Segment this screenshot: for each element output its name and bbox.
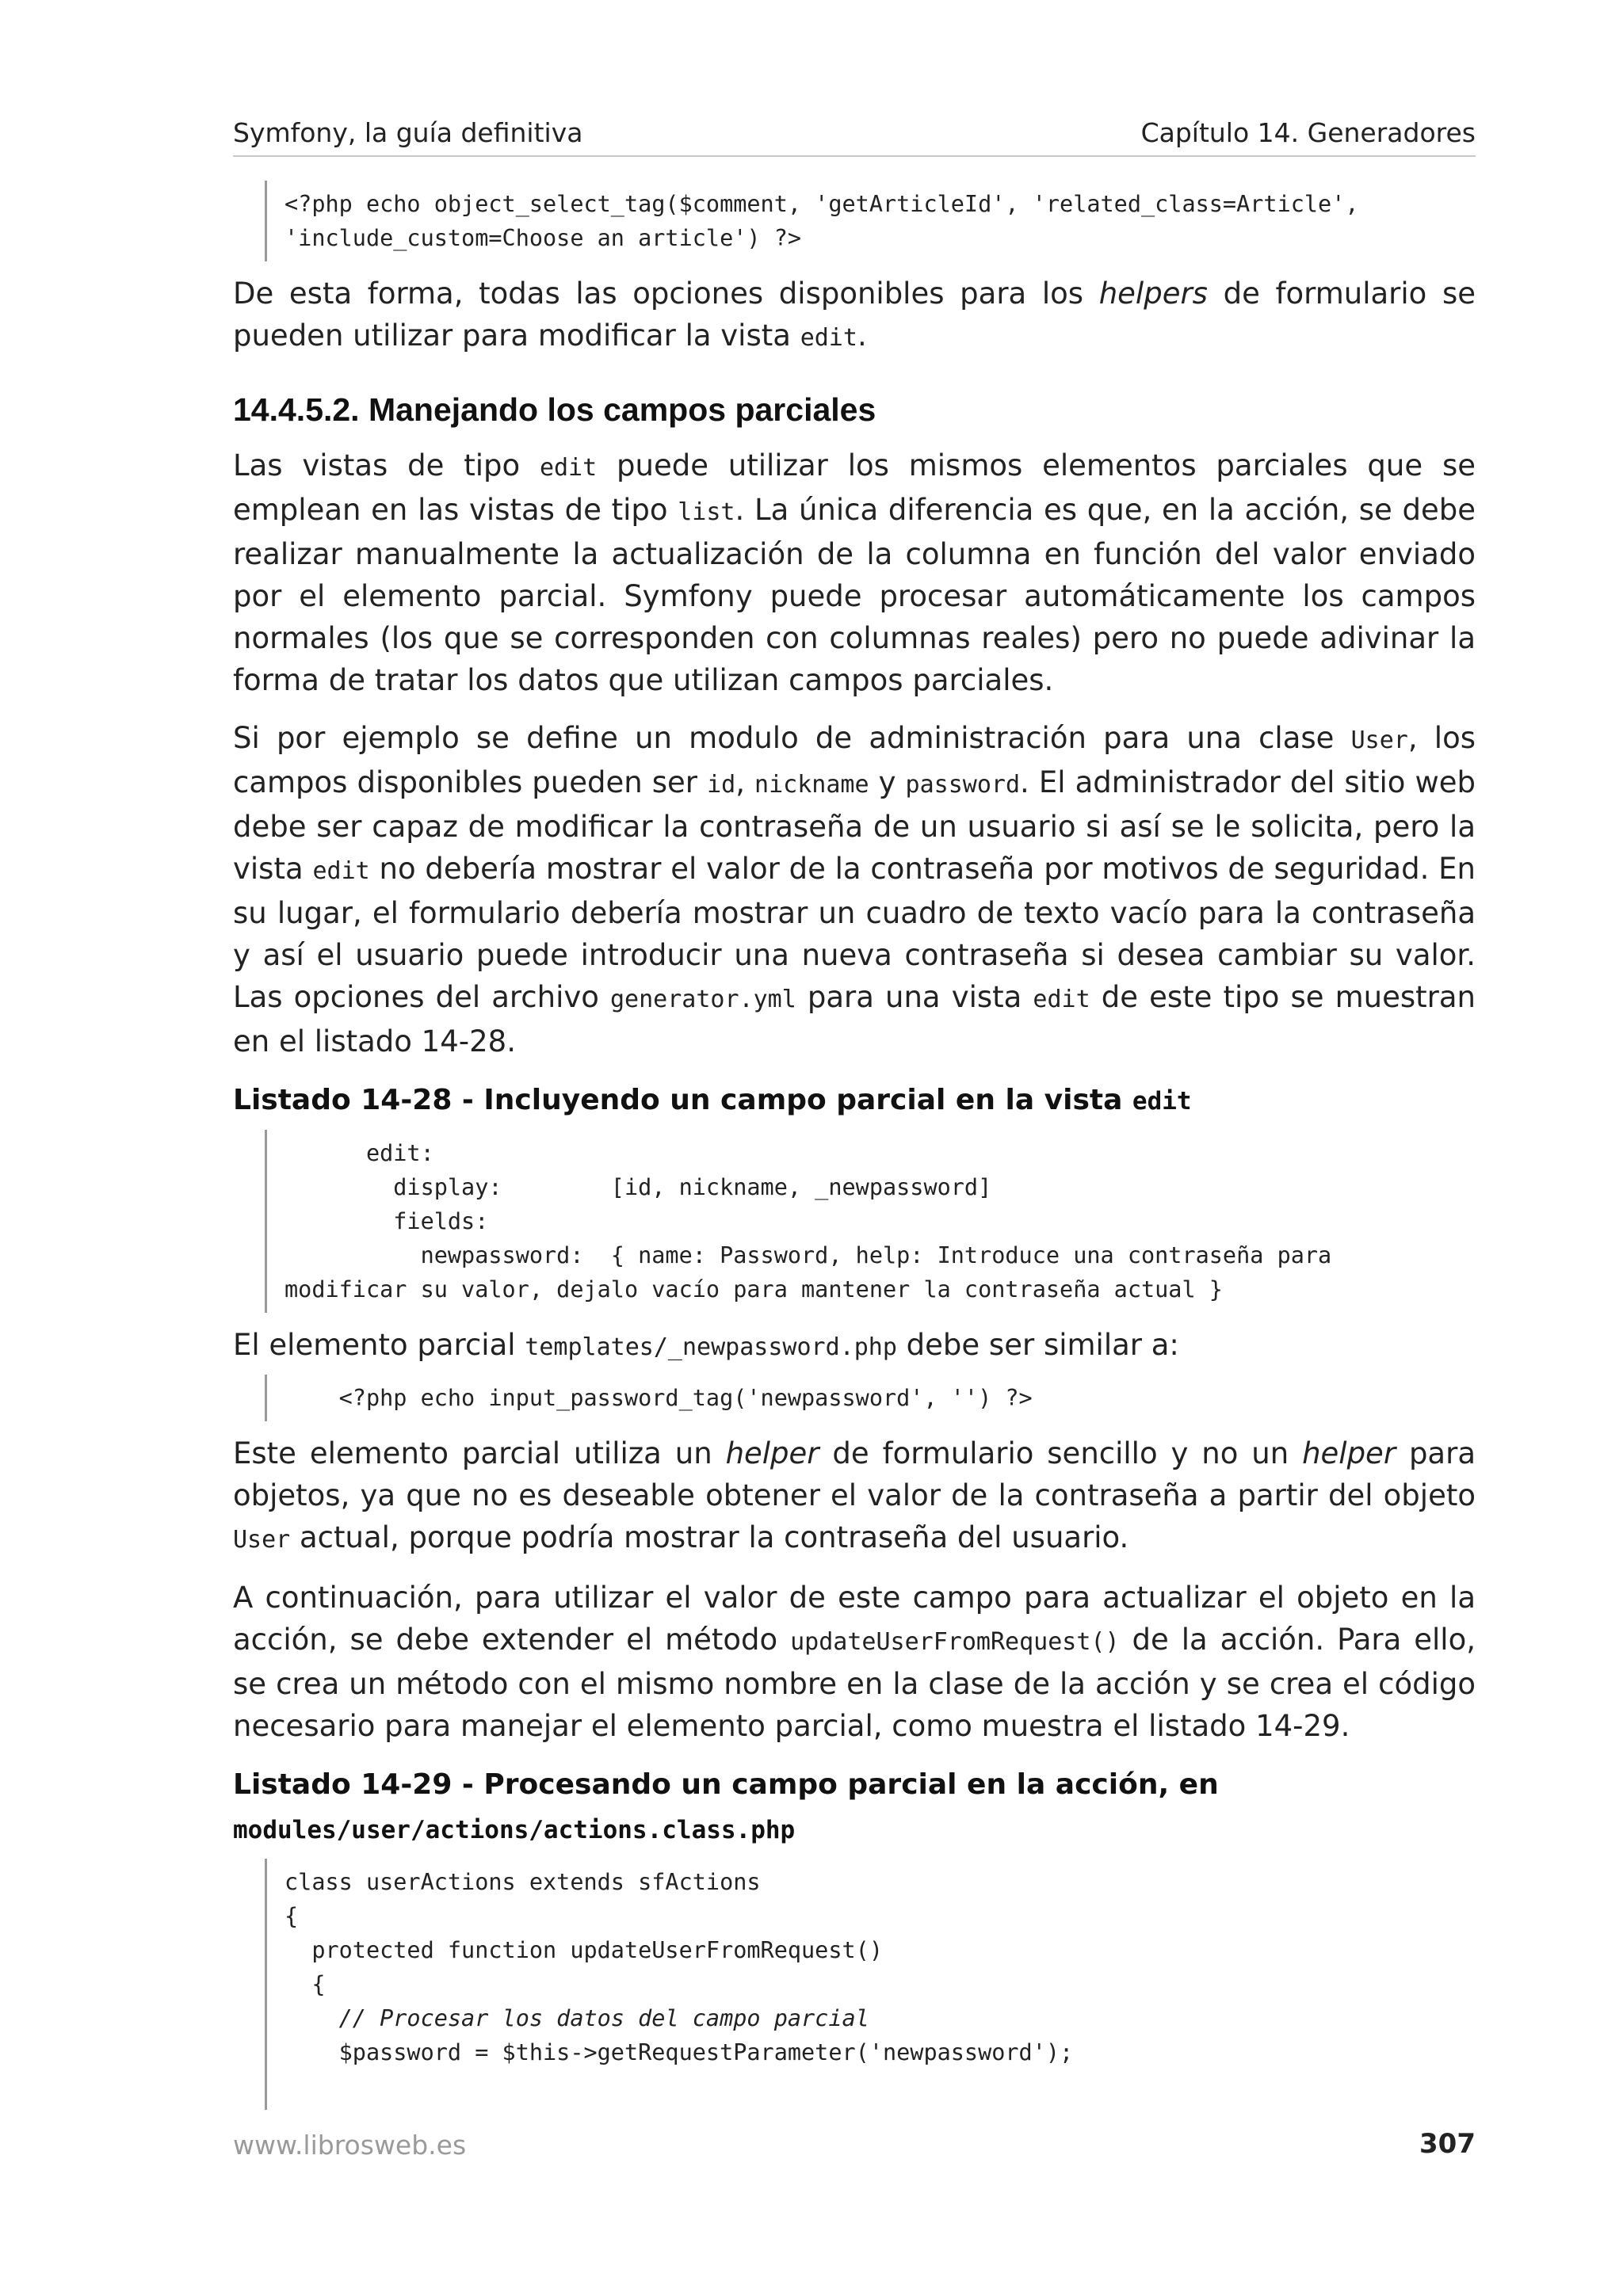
paragraph-update-method: A continuación, para utilizar el valor de este campo para actualizar el objeto en la acción, se debe extender el método updateUserFromRequest() de la acción. Para ello, se crea un método con el mismo nombre en la clase de la acción y se crea el código necesario para manejar el elemento parcial, como muestra el listado 14-29. — [233, 1581, 1476, 1743]
paragraph-helper-explanation: Este elemento parcial utiliza un helper de formulario sencillo y no un helper para objetos, ya que no es deseable obtener el valor de la contraseña a partir del objeto User actual, porque podría mostrar la contraseña del usuario. — [233, 1436, 1476, 1554]
code-block-user-actions: class userActions extends sfActions { protected function updateUserFromRequest() { // Procesar los datos del campo parcial $password = $this->getRequestParameter('newpassword'); — [265, 1859, 1476, 2110]
listing-title-14-29: Listado 14-29 - Procesando un campo parcial en la acción, en modules/user/actions/actions.class.php — [233, 1768, 1219, 1844]
running-header — [233, 117, 1476, 157]
page-number: 307 — [1419, 2128, 1476, 2160]
section-heading: 14.4.5.2. Manejando los campos parciales — [233, 391, 876, 428]
chapter-title: Capítulo 14. Generadores — [1140, 117, 1476, 148]
paragraph-partial-template: El elemento parcial templates/_newpassword.php debe ser similar a: — [233, 1328, 1179, 1362]
paragraph-user-module-example: Si por ejemplo se define un modulo de administración para una clase User, los campos disponibles pueden ser id, nickname y password. El administrador del sitio web debe ser capaz de modificar la contraseña de un usuario si así se le solicita, pero la vista edit no debería mostrar el valor de la contraseña por motivos de seguridad. En su lugar, el formulario debería mostrar un cuadro de texto vacío para la contraseña y así el usuario puede introducir una nueva contraseña si desea cambiar su valor. Las opciones del archivo generator.yml para una vista edit de este tipo se muestran en el listado 14-28. — [233, 721, 1476, 1058]
listing-title-14-28: Listado 14-28 - Incluyendo un campo parcial en la vista edit — [233, 1084, 1192, 1116]
code-comment: // Procesar los datos del campo parcial — [285, 2005, 869, 2031]
paragraph-helpers-options: De esta forma, todas las opciones disponibles para los helpers de formulario se pueden utilizar para modificar la vista edit. — [233, 277, 1476, 353]
footer-site-url[interactable]: www.librosweb.es — [233, 2130, 467, 2161]
paragraph-partial-fields-intro: Las vistas de tipo edit puede utilizar los mismos elementos parciales que se emplean en las vistas de tipo list. La única diferencia es que, en la acción, se debe realizar manualmente la actualización de la columna en función del valor enviado por el elemento parcial. Symfony puede procesar automáticamente los campos normales (los que se corresponden con columnas reales) pero no puede adivinar la forma de tratar los datos que utilizan campos parciales. — [233, 448, 1476, 697]
code-block-input-password: <?php echo input_password_tag('newpassword', '') ?> — [265, 1375, 1476, 1421]
code-block-object-select: <?php echo object_select_tag($comment, 'getArticleId', 'related_class=Article', 'include_custom=Choose an article') ?> — [265, 181, 1476, 261]
page-content — [233, 181, 1476, 2110]
code-block-generator-yml: edit: display: [id, nickname, _newpassword] fields: newpassword: { name: Password, help: Introduce una contraseña para modificar su valor, dejalo vacío para mantener la contraseña actual } — [265, 1130, 1476, 1313]
book-title: Symfony, la guía definitiva — [233, 117, 583, 148]
